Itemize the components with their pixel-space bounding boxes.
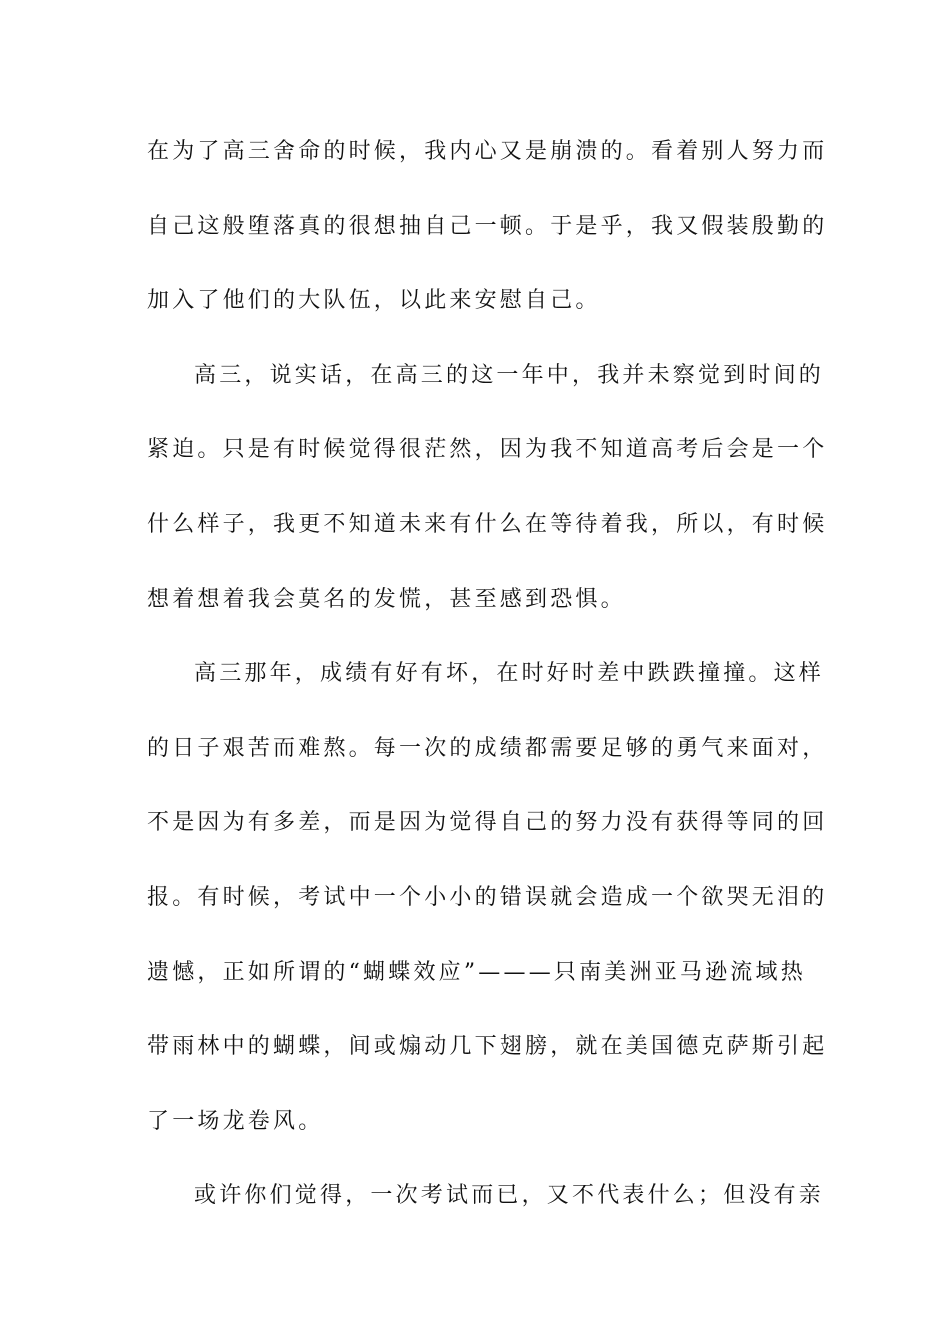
paragraph-start-line: 高三那年，成绩有好有坏，在时好时差中跌跌撞撞。这样: [194, 661, 825, 687]
text-line: 的日子艰苦而难熬。每一次的成绩都需要足够的勇气来面对，: [147, 735, 828, 761]
text-line: 不是因为有多差，而是因为觉得自己的努力没有获得等同的回: [147, 810, 828, 836]
text-line: 了一场龙卷风。: [147, 1108, 324, 1134]
text-line: 紧迫。只是有时候觉得很茫然，因为我不知道高考后会是一个: [147, 437, 828, 463]
text-line: 遗憾，正如所谓的“蝴蝶效应”———只南美洲亚马逊流域热: [147, 959, 806, 985]
text-line: 想着想着我会莫名的发慌，甚至感到恐惧。: [147, 586, 626, 612]
document-body: [147, 126, 828, 1245]
text-line: 什么样子，我更不知道未来有什么在等待着我，所以，有时候: [147, 511, 828, 537]
paragraph-start-line: 或许你们觉得，一次考试而已，又不代表什么；但没有亲: [194, 1183, 825, 1209]
text-line: 加入了他们的大队伍，以此来安慰自己。: [147, 288, 601, 314]
text-line: 在为了高三舍命的时候，我内心又是崩溃的。看着别人努力而: [147, 139, 828, 164]
paragraph-start-line: 高三，说实话，在高三的这一年中，我并未察觉到时间的: [194, 362, 825, 388]
text-line: 自己这般堕落真的很想抽自己一顿。于是乎，我又假装殷勤的: [147, 213, 828, 239]
text-line: 带雨林中的蝴蝶，间或煽动几下翅膀，就在美国德克萨斯引起: [147, 1034, 828, 1060]
text-line: 报。有时候，考试中一个小小的错误就会造成一个欲哭无泪的: [147, 884, 828, 910]
